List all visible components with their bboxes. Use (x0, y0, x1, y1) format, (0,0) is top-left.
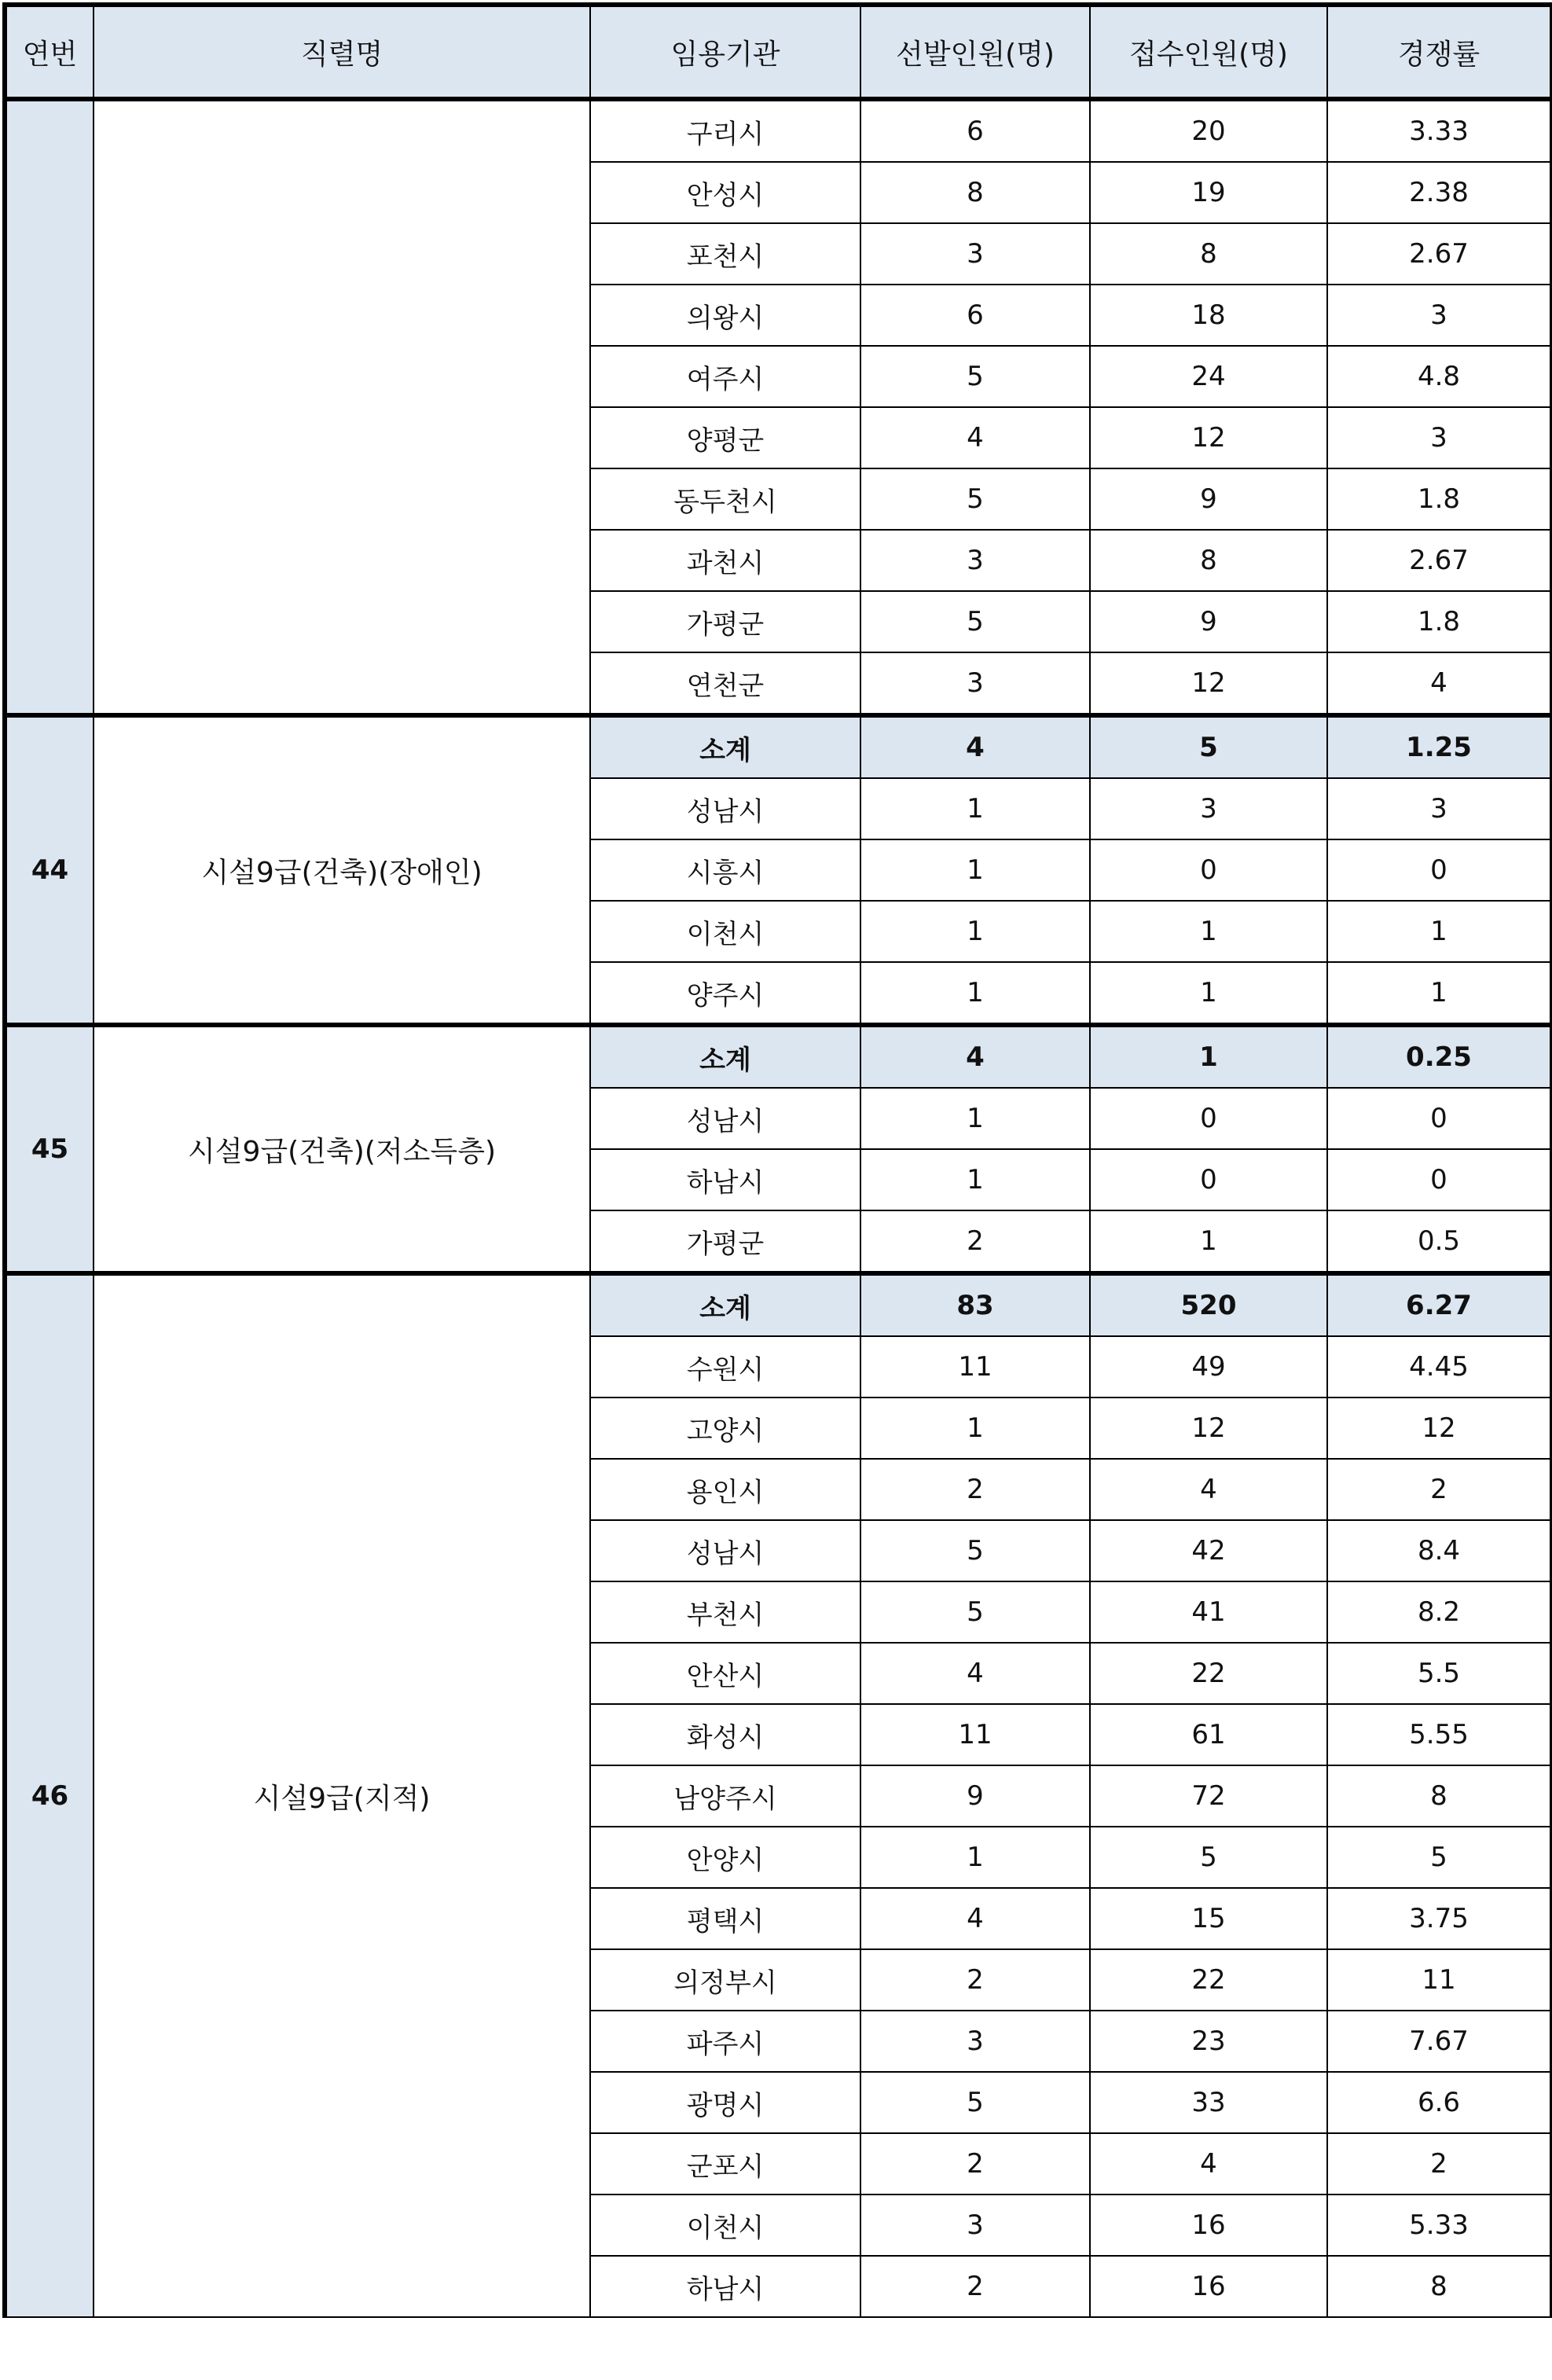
recruitment-table (2, 2, 1552, 2318)
header-applied: 접수인원(명) (1090, 5, 1327, 99)
applied-cell: 4 (1090, 2133, 1327, 2195)
selected-cell: 5 (860, 346, 1090, 407)
selected-cell: 3 (860, 223, 1090, 285)
ratio-cell: 0 (1327, 1088, 1552, 1149)
agency-cell: 군포시 (590, 2133, 860, 2195)
ratio-cell: 1 (1327, 901, 1552, 962)
ratio-cell: 3 (1327, 407, 1552, 468)
selected-cell: 5 (860, 1581, 1090, 1643)
applied-cell: 22 (1090, 1643, 1327, 1704)
ratio-cell: 5 (1327, 1827, 1552, 1888)
selected-cell: 6 (860, 99, 1090, 162)
applied-cell: 18 (1090, 285, 1327, 346)
selected-cell: 2 (860, 1949, 1090, 2011)
ratio-cell: 3 (1327, 285, 1552, 346)
agency-cell: 용인시 (590, 1459, 860, 1520)
ratio-cell: 2 (1327, 1459, 1552, 1520)
seq-cell (5, 99, 94, 715)
table-body (5, 99, 1552, 2317)
header-selected: 선발인원(명) (860, 5, 1090, 99)
applied-cell: 4 (1090, 1459, 1327, 1520)
seq-cell: 45 (5, 1025, 94, 1273)
applied-cell: 8 (1090, 223, 1327, 285)
selected-cell: 8 (860, 162, 1090, 223)
agency-cell: 여주시 (590, 346, 860, 407)
agency-cell: 하남시 (590, 1149, 860, 1210)
agency-cell: 광명시 (590, 2072, 860, 2133)
ratio-cell: 8.2 (1327, 1581, 1552, 1643)
agency-cell: 안산시 (590, 1643, 860, 1704)
applied-cell: 16 (1090, 2195, 1327, 2256)
selected-cell: 1 (860, 1398, 1090, 1459)
selected-cell: 3 (860, 2195, 1090, 2256)
applied-cell: 1 (1090, 901, 1327, 962)
selected-cell: 4 (860, 1025, 1090, 1088)
agency-cell: 연천군 (590, 652, 860, 715)
selected-cell: 2 (860, 1459, 1090, 1520)
agency-cell: 성남시 (590, 1520, 860, 1581)
ratio-cell: 2.67 (1327, 223, 1552, 285)
ratio-cell: 5.5 (1327, 1643, 1552, 1704)
selected-cell: 4 (860, 407, 1090, 468)
ratio-cell: 2.67 (1327, 530, 1552, 591)
ratio-cell: 3.33 (1327, 99, 1552, 162)
applied-cell: 12 (1090, 407, 1327, 468)
applied-cell: 20 (1090, 99, 1327, 162)
applied-cell: 1 (1090, 1210, 1327, 1273)
selected-cell: 11 (860, 1704, 1090, 1765)
agency-cell: 가평군 (590, 591, 860, 652)
selected-cell: 1 (860, 1827, 1090, 1888)
applied-cell: 22 (1090, 1949, 1327, 2011)
applied-cell: 15 (1090, 1888, 1327, 1949)
applied-cell: 9 (1090, 468, 1327, 530)
applied-cell: 72 (1090, 1765, 1327, 1827)
header-ratio: 경쟁률 (1327, 5, 1552, 99)
selected-cell: 4 (860, 1643, 1090, 1704)
ratio-cell: 12 (1327, 1398, 1552, 1459)
ratio-cell: 11 (1327, 1949, 1552, 2011)
selected-cell: 83 (860, 1273, 1090, 1336)
table-header (5, 5, 1552, 99)
ratio-cell: 8 (1327, 1765, 1552, 1827)
ratio-cell: 5.55 (1327, 1704, 1552, 1765)
agency-cell: 성남시 (590, 1088, 860, 1149)
ratio-cell: 1 (1327, 962, 1552, 1025)
applied-cell: 1 (1090, 962, 1327, 1025)
applied-cell: 24 (1090, 346, 1327, 407)
agency-cell: 포천시 (590, 223, 860, 285)
applied-cell: 33 (1090, 2072, 1327, 2133)
agency-cell: 소계 (590, 1273, 860, 1336)
agency-cell: 양주시 (590, 962, 860, 1025)
applied-cell: 0 (1090, 1088, 1327, 1149)
applied-cell: 9 (1090, 591, 1327, 652)
agency-cell: 남양주시 (590, 1765, 860, 1827)
applied-cell: 23 (1090, 2011, 1327, 2072)
applied-cell: 41 (1090, 1581, 1327, 1643)
table-row (5, 99, 1552, 162)
agency-cell: 동두천시 (590, 468, 860, 530)
ratio-cell: 1.8 (1327, 468, 1552, 530)
applied-cell: 12 (1090, 652, 1327, 715)
selected-cell: 3 (860, 652, 1090, 715)
selected-cell: 3 (860, 2011, 1090, 2072)
selected-cell: 1 (860, 901, 1090, 962)
applied-cell: 0 (1090, 839, 1327, 901)
selected-cell: 1 (860, 839, 1090, 901)
selected-cell: 5 (860, 2072, 1090, 2133)
ratio-cell: 6.27 (1327, 1273, 1552, 1336)
selected-cell: 9 (860, 1765, 1090, 1827)
agency-cell: 부천시 (590, 1581, 860, 1643)
agency-cell: 소계 (590, 715, 860, 778)
applied-cell: 12 (1090, 1398, 1327, 1459)
ratio-cell: 4 (1327, 652, 1552, 715)
selected-cell: 2 (860, 1210, 1090, 1273)
selected-cell: 1 (860, 962, 1090, 1025)
selected-cell: 4 (860, 715, 1090, 778)
subtotal-row (5, 715, 1552, 778)
agency-cell: 하남시 (590, 2256, 860, 2317)
ratio-cell: 0.5 (1327, 1210, 1552, 1273)
selected-cell: 2 (860, 2256, 1090, 2317)
agency-cell: 고양시 (590, 1398, 860, 1459)
seq-cell: 46 (5, 1273, 94, 2317)
applied-cell: 49 (1090, 1336, 1327, 1398)
ratio-cell: 5.33 (1327, 2195, 1552, 2256)
applied-cell: 8 (1090, 530, 1327, 591)
applied-cell: 42 (1090, 1520, 1327, 1581)
subtotal-row (5, 1025, 1552, 1088)
selected-cell: 3 (860, 530, 1090, 591)
ratio-cell: 3 (1327, 778, 1552, 839)
selected-cell: 6 (860, 285, 1090, 346)
agency-cell: 이천시 (590, 2195, 860, 2256)
applied-cell: 16 (1090, 2256, 1327, 2317)
agency-cell: 화성시 (590, 1704, 860, 1765)
job-cell: 시설9급(건축)(저소득층) (94, 1025, 590, 1273)
subtotal-row (5, 1273, 1552, 1336)
job-cell: 시설9급(지적) (94, 1273, 590, 2317)
ratio-cell: 8 (1327, 2256, 1552, 2317)
applied-cell: 520 (1090, 1273, 1327, 1336)
applied-cell: 5 (1090, 715, 1327, 778)
ratio-cell: 4.8 (1327, 346, 1552, 407)
job-cell (94, 99, 590, 715)
selected-cell: 1 (860, 1149, 1090, 1210)
selected-cell: 11 (860, 1336, 1090, 1398)
agency-cell: 구리시 (590, 99, 860, 162)
applied-cell: 19 (1090, 162, 1327, 223)
agency-cell: 의왕시 (590, 285, 860, 346)
ratio-cell: 3.75 (1327, 1888, 1552, 1949)
applied-cell: 3 (1090, 778, 1327, 839)
ratio-cell: 2.38 (1327, 162, 1552, 223)
agency-cell: 과천시 (590, 530, 860, 591)
agency-cell: 성남시 (590, 778, 860, 839)
selected-cell: 5 (860, 591, 1090, 652)
agency-cell: 소계 (590, 1025, 860, 1088)
job-cell: 시설9급(건축)(장애인) (94, 715, 590, 1025)
applied-cell: 61 (1090, 1704, 1327, 1765)
agency-cell: 수원시 (590, 1336, 860, 1398)
ratio-cell: 0.25 (1327, 1025, 1552, 1088)
applied-cell: 0 (1090, 1149, 1327, 1210)
selected-cell: 4 (860, 1888, 1090, 1949)
applied-cell: 1 (1090, 1025, 1327, 1088)
seq-cell: 44 (5, 715, 94, 1025)
ratio-cell: 0 (1327, 839, 1552, 901)
selected-cell: 1 (860, 778, 1090, 839)
agency-cell: 양평군 (590, 407, 860, 468)
header-seq: 연번 (5, 5, 94, 99)
agency-cell: 안성시 (590, 162, 860, 223)
selected-cell: 5 (860, 1520, 1090, 1581)
ratio-cell: 8.4 (1327, 1520, 1552, 1581)
header-job: 직렬명 (94, 5, 590, 99)
agency-cell: 시흥시 (590, 839, 860, 901)
agency-cell: 평택시 (590, 1888, 860, 1949)
ratio-cell: 4.45 (1327, 1336, 1552, 1398)
applied-cell: 5 (1090, 1827, 1327, 1888)
ratio-cell: 1.8 (1327, 591, 1552, 652)
agency-cell: 가평군 (590, 1210, 860, 1273)
ratio-cell: 2 (1327, 2133, 1552, 2195)
ratio-cell: 6.6 (1327, 2072, 1552, 2133)
ratio-cell: 1.25 (1327, 715, 1552, 778)
agency-cell: 파주시 (590, 2011, 860, 2072)
agency-cell: 의정부시 (590, 1949, 860, 2011)
header-agency: 임용기관 (590, 5, 860, 99)
selected-cell: 2 (860, 2133, 1090, 2195)
ratio-cell: 7.67 (1327, 2011, 1552, 2072)
selected-cell: 5 (860, 468, 1090, 530)
ratio-cell: 0 (1327, 1149, 1552, 1210)
selected-cell: 1 (860, 1088, 1090, 1149)
agency-cell: 안양시 (590, 1827, 860, 1888)
agency-cell: 이천시 (590, 901, 860, 962)
